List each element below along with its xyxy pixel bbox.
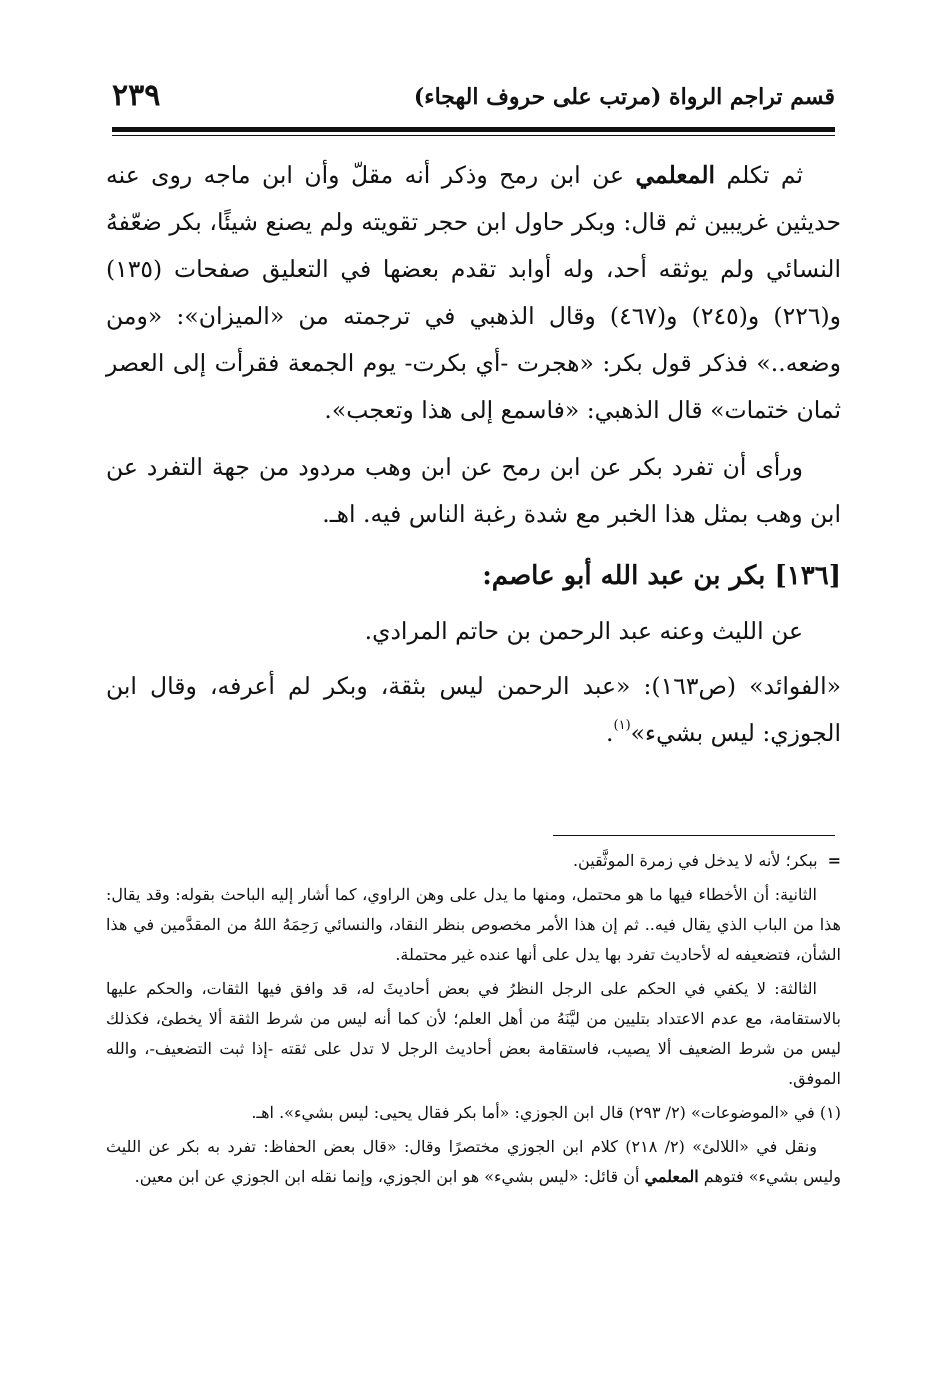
footnote-separator [553,835,835,836]
paragraph-4-end: . [606,719,614,747]
footnote-point-2: الثانية: أن الأخطاء فيها ما هو محتمل، ومنها ما يدل على وهن الراوي، كما أشار إليه الباحث بقوله: وقد يقال: هذا من الباب الذي يقال فيه.. ثم إن هذا الأمر مخصوص بنظر النقاد، والنسائي رَحِمَهُ اللهُ من المقدَّمين في هذا الشأن، فتضعيفه له لأحاديث تفرد بها يدل على أنها عنده غير محتملة. [106,885,841,964]
main-text [106,152,841,757]
footnote-1-continued-start: ونقل في «اللالئ» (٢/ ٢١٨) كلام ابن الجوزي مختصرًا وقال: «قال بعض الحفاظ: تفرد به بكر عن الليث وليس بشيء» فتوهم [106,1137,841,1186]
page-header [112,78,835,124]
header-rule-thick [112,127,835,132]
paragraph-1-start: ثم تكلم [715,161,804,189]
footnote-1-continued [106,1132,841,1192]
paragraph-1 [106,152,841,434]
footnote-1-continued-rest: أن قائل: «ليس بشيء» هو ابن الجوزي، وإنما نقله ابن الجوزي عن ابن معين. [134,1167,645,1186]
header-rule-thin [112,135,835,136]
page-number: ٢٣٩ [112,78,161,113]
footnote-author-name-bold: المعلمي [644,1167,699,1186]
paragraph-4-text: «الفوائد» (ص١٦٣): «عبد الرحمن ليس بثقة، وبكر لم أعرفه، وقال ابن الجوزي: ليس بشيء» [106,672,841,747]
footnote-point-3: الثالثة: لا يكفي في الحكم على الرجل النظرُ في بعض أحاديثَ له، قد وافق فيها الثقات، والحكم عليها بالاستقامة، مع عدم الاعتداد بتليين من ليَّنَهُ من أهل العلم؛ لأن كما أنه ليس من شرط الثقة ألا يخطئ، فكذلك ليس من شرط الضعيف ألا يصيب، فاستقامة بعض أحاديث الرجل لا تدل على ثقته -إذا ثبت التضعيف-، والله الموفق. [106,979,842,1088]
paragraph-2: ورأى أن تفرد بكر عن ابن رمح عن ابن وهب مردود من جهة التفرد عن ابن وهب بمثل هذا الخبر مع شدة رغبة الناس فيه. اهـ. [106,453,841,528]
running-title: قسم تراجم الرواة (مرتب على حروف الهجاء) [413,84,835,110]
paragraph-3: عن الليث وعنه عبد الرحمن بن حاتم المرادي. [364,617,803,645]
author-name-bold: المعلمي [635,161,716,189]
footnote-continuation-text: ببكر؛ لأنه لا يدخل في زمرة الموثَّقين. [572,851,818,870]
paragraph-1-rest: عن ابن رمح وذكر أنه مقلّ وأن ابن ماجه روى عنه حديثين غريبين ثم قال: وبكر حاول ابن حجر تقويته ولم يصنع شيئًا، بكر ضعّفهُ النسائي ولم يوثقه أحد، وله أوابد تقدم بعضها في التعليق صفحات (١٣٥) و(٢٢٦) و(٢٤٥) و(٤٦٧) وقال الذهبي في ترجمته من «الميزان»: «ومن وضعه..» فذكر قول بكر: «هجرت -أي بكرت- يوم الجمعة فقرأت إلى العصر ثمان ختمات» قال الذهبي: «فاسمع إلى هذا وتعجب». [106,161,842,424]
footnote-1: (١) في «الموضوعات» (٢/ ٢٩٣) قال ابن الجوزي: «أما بكر فقال يحيى: ليس بشيء». اهـ. [251,1103,841,1122]
footnote-continuation [106,846,841,876]
paragraph-4 [106,663,841,757]
footnotes [106,846,841,1192]
continuation-marker: = [827,851,841,870]
footnote-reference[interactable]: (١) [613,718,631,733]
entry-heading: [١٣٦] بكر بن عبد الله أبو عاصم: [482,561,841,591]
